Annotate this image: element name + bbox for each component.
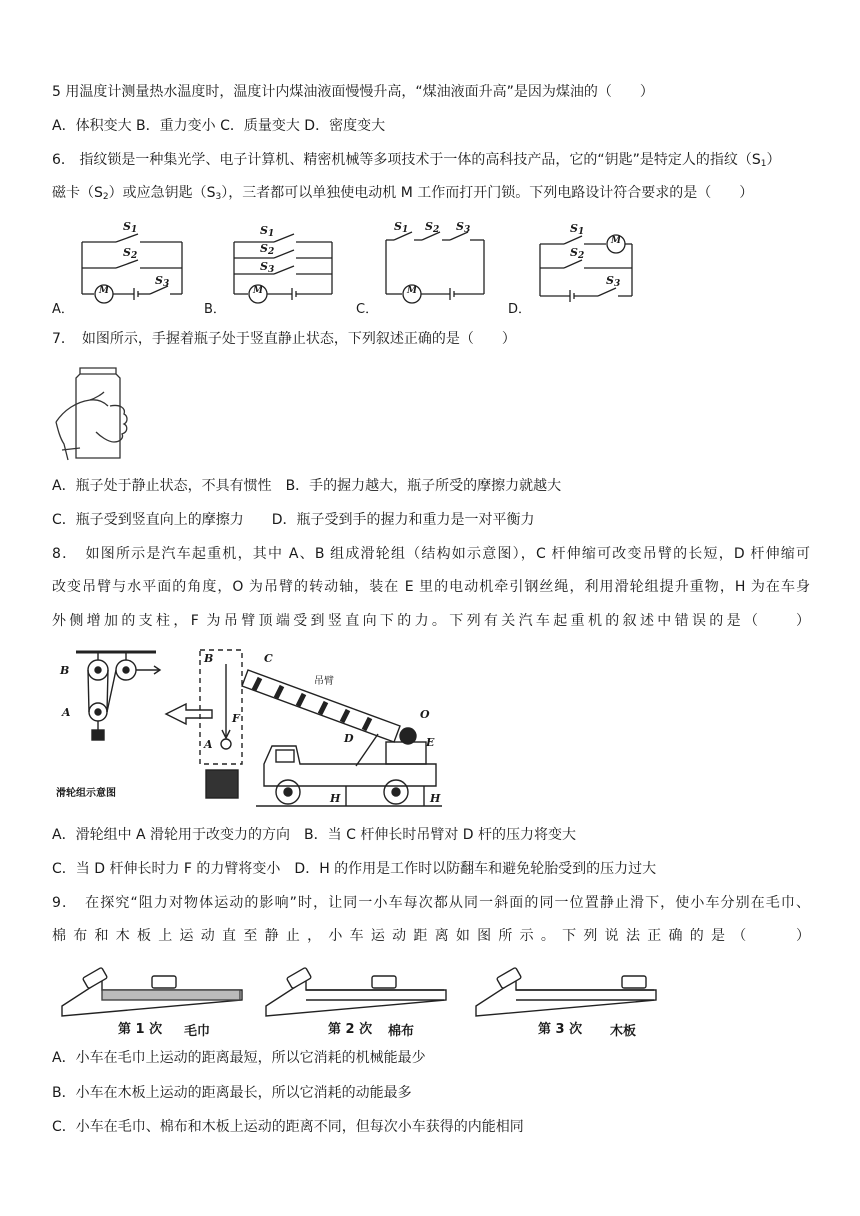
q9-trial-2-figure: 第 2 次 棉布 xyxy=(262,960,452,1040)
q5-stem: 5 用温度计测量热水温度时，温度计内煤油液面慢慢升高，“煤油液面升高”是因为煤油的（ ） xyxy=(52,84,654,100)
q9-option-a: A．小车在毛巾上运动的距离最短，所以它消耗的机械能最少 xyxy=(52,1050,426,1066)
q6-option-d-label: D． xyxy=(508,302,532,317)
q6-stem-line2: 磁卡$(S_2)$或应急钥匙$(S_3)$，三者都可以单独使电动机 M 工作而打开门锁。下列电路设计符合要求的是（ ） xyxy=(52,185,754,202)
q5-options: A．体积变大 B．重力变小 C．质量变大 D．密度变大 xyxy=(52,118,386,134)
q6-circuit-d: $S_1$ $S_2$ M $S_3$ xyxy=(534,222,644,312)
q9-option-b: B．小车在木板上运动的距离最长，所以它消耗的动能最多 xyxy=(52,1085,412,1101)
q7-hand-bottle-figure xyxy=(50,364,140,464)
q8-options-line2: C．当 D 杆伸长时力 F 的力臂将变小 D．H 的作用是工作时以防翻车和避免轮胎受到的压力过大 xyxy=(52,861,657,877)
q8-stem-line2: 改变吊臂与水平面的角度，O 为吊臂的转动轴，装在 E 里的电动机牵引钢丝绳，利用滑轮组提升重物，H 为在车身 xyxy=(52,579,810,595)
q9-trial-3-figure: 第 3 次 木板 xyxy=(472,960,662,1040)
q8-stem-line3: 外侧增加的支柱，F 为吊臂顶端受到竖直向下的力。下列有关汽车起重机的叙述中错误的是（ ） xyxy=(52,613,810,629)
q6-circuit-c: $S_1$ $S_2$ $S_3$ M xyxy=(380,218,490,312)
q7-options-line2: C．瓶子受到竖直向上的摩擦力 D．瓶子受到手的握力和重力是一对平衡力 xyxy=(52,512,535,528)
q8-stem-line1: 8． 如图所示是汽车起重机，其中 A、B 组成滑轮组（结构如示意图），C 杆伸缩可改变吊臂的长短，D 杆伸缩可 xyxy=(52,546,810,562)
q7-stem: 7． 如图所示，手握着瓶子处于竖直静止状态，下列叙述正确的是（ ） xyxy=(52,331,516,347)
q6-stem-line1: 6． 指纹锁是一种集光学、电子计算机、精密机械等多项技术于一体的高科技产品，它的“钥匙”是特定人的指纹$(S_1)$ xyxy=(52,152,781,169)
q6-option-c-label: C． xyxy=(356,302,379,317)
q9-stem-line1: 9． 在探究“阻力对物体运动的影响”时，让同一小车每次都从同一斜面的同一位置静止滑下，使小车分别在毛巾、 xyxy=(52,895,810,911)
q9-trial-1-figure: 第 1 次 毛巾 xyxy=(58,960,248,1040)
q8-options-line1: A．滑轮组中 A 滑轮用于改变力的方向 B．当 C 杆伸长时吊臂对 D 杆的压力将变大 xyxy=(52,827,577,843)
q6-option-a-label: A． xyxy=(52,302,74,317)
q6-option-b-label: B． xyxy=(204,302,226,317)
q9-stem-line2: 棉布和木板上运动直至静止，小车运动距离如图所示。下列说法正确的是（ ） xyxy=(52,928,810,944)
q8-crane-figure: B A B A F C 吊臂 O E D H H 滑轮组示意图 xyxy=(56,652,441,805)
q9-option-c: C．小车在毛巾、棉布和木板上运动的距离不同，但每次小车获得的内能相同 xyxy=(52,1119,524,1135)
q6-circuit-b: $S_1$ $S_2$ $S_3$ M xyxy=(228,222,343,312)
q6-circuit-a: $S_1$ $S_2$ M $S_3$ xyxy=(76,222,191,312)
q7-options-line1: A．瓶子处于静止状态，不具有惯性 B．手的握力越大，瓶子所受的摩擦力就越大 xyxy=(52,478,562,494)
